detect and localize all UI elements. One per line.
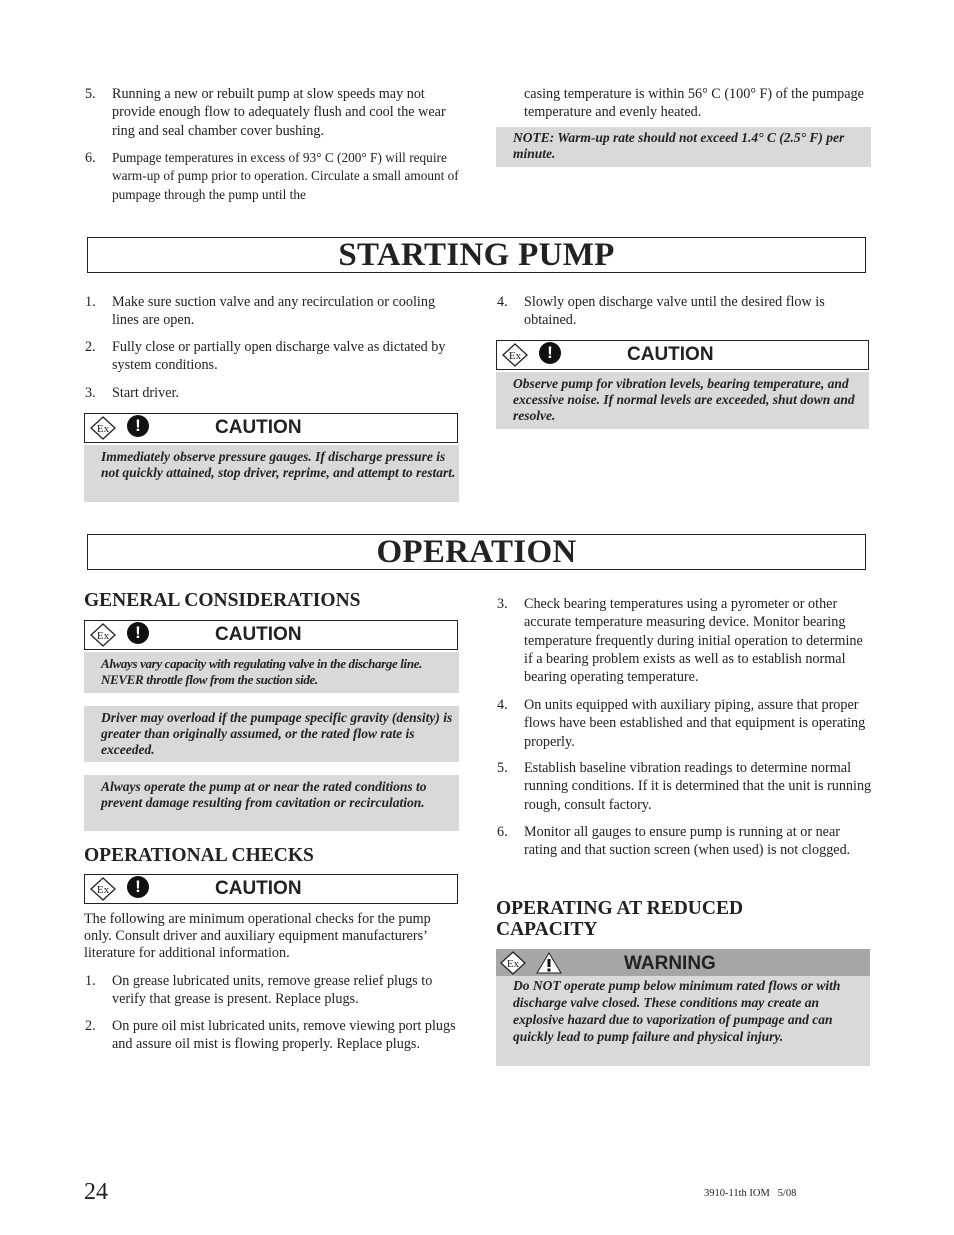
list-text: On units equipped with auxiliary piping, assure that proper flows have been established and that equipment is operating properly. — [524, 697, 866, 750]
list-text: Check bearing temperatures using a pyrometer or other accurate temperature measuring device. Monitor bearing temperature frequently during initial operation to determine if a bearing problem exists as well as to establish normal bearing operating temperature. — [524, 596, 863, 686]
note-box: NOTE: Warm-up rate should not exceed 1.4° C (2.5° F) per minute. — [496, 127, 871, 167]
list-text: Running a new or rebuilt pump at slow speeds may not provide enough flow to adequately flush and cool the wear ring and seal chamber cover bushing. — [112, 86, 446, 139]
list-number: 6. — [497, 824, 508, 840]
ex-hazard-icon — [90, 877, 116, 901]
caution-header — [84, 620, 458, 650]
caution-text: Always vary capacity with regulating valve in the discharge line. NEVER throttle flow from the suction side. — [84, 652, 459, 693]
subsection-heading: OPERATING AT REDUCED CAPACITY — [496, 898, 744, 940]
list-number: 5. — [497, 760, 508, 776]
caution-label: CAUTION — [215, 878, 302, 899]
caution-header — [84, 874, 458, 904]
caution-label: CAUTION — [627, 344, 714, 365]
caution-header — [496, 340, 869, 370]
ex-hazard-icon — [90, 416, 116, 440]
caution-text: Immediately observe pressure gauges. If discharge pressure is not quickly attained, stop driver, reprime, and attempt to restart. — [84, 445, 459, 502]
list-number: 3. — [497, 596, 508, 612]
ex-hazard-icon — [502, 343, 528, 367]
warning-text: Do NOT operate pump below minimum rated flows or with discharge valve closed. These conditions may create an explosive hazard due to vaporization of pumpage and can quickly lead to pump failure and physical injury. — [513, 978, 841, 1044]
caution-text: Observe pump for vibration levels, bearing temperature, and excessive noise. If normal levels are exceeded, shut down and resolve. — [496, 372, 869, 429]
list-text-continued: casing temperature is within 56° C (100° F) of the pumpage temperature and evenly heated. — [524, 86, 864, 121]
document-reference: 3910-11th IOM 5/08 — [704, 1188, 797, 1199]
list-text: Monitor all gauges to ensure pump is running at or near rating and that suction screen (when used) is not clogged. — [524, 824, 851, 859]
list-number: 5. — [85, 86, 96, 102]
exclamation-icon: ! — [127, 876, 149, 898]
list-text: Establish baseline vibration readings to determine normal running conditions. If it is determined that the unit is running rough, consult factory. — [524, 760, 872, 813]
svg-text:Ex: Ex — [96, 423, 110, 435]
exclamation-icon: ! — [539, 342, 561, 364]
caution-header — [84, 413, 458, 443]
intro-paragraph: The following are minimum operational checks for the pump only. Consult driver and auxiliary equipment manufacturers’ literature for additional information. — [84, 911, 431, 961]
caution-text: Driver may overload if the pumpage specific gravity (density) is greater than originally assumed, or the rated flow rate is exceeded. — [84, 706, 459, 762]
list-number: 1. — [85, 973, 96, 989]
list-text: On pure oil mist lubricated units, remove viewing port plugs and assure oil mist is flowing properly. Replace plugs. — [112, 1018, 456, 1053]
list-number: 4. — [497, 294, 508, 310]
list-text: Make sure suction valve and any recirculation or cooling lines are open. — [112, 294, 436, 329]
warning-header — [496, 949, 870, 976]
section-title: STARTING PUMP — [87, 237, 866, 273]
list-number: 2. — [85, 339, 96, 355]
list-number: 1. — [85, 294, 96, 310]
list-number: 4. — [497, 697, 508, 713]
exclamation-icon: ! — [127, 415, 149, 437]
caution-text: Always operate the pump at or near the rated conditions to prevent damage resulting from cavitation or recirculation. — [84, 775, 459, 831]
svg-text:Ex: Ex — [508, 350, 522, 362]
list-text: Slowly open discharge valve until the desired flow is obtained. — [524, 294, 825, 329]
list-number: 6. — [85, 150, 96, 166]
svg-text:Ex: Ex — [506, 958, 520, 970]
subsection-heading: OPERATIONAL CHECKS — [84, 845, 314, 866]
list-text: Start driver. — [112, 385, 179, 401]
caution-label: CAUTION — [215, 624, 302, 645]
svg-text:Ex: Ex — [96, 884, 110, 896]
ex-hazard-icon — [500, 951, 526, 975]
list-number: 3. — [85, 385, 96, 401]
list-text: Pumpage temperatures in excess of 93° C (200° F) will require warm-up of pump prior to operation. Circulate a small amount of pumpage through the pump until the — [112, 150, 459, 202]
warning-label: WARNING — [624, 953, 716, 974]
warning-box — [496, 949, 870, 1066]
list-number: 2. — [85, 1018, 96, 1034]
list-text: Fully close or partially open discharge valve as dictated by system conditions. — [112, 339, 446, 374]
section-title: OPERATION — [87, 534, 866, 570]
ex-hazard-icon — [90, 623, 116, 647]
warning-triangle-icon — [536, 952, 562, 974]
exclamation-icon: ! — [127, 622, 149, 644]
page-number: 24 — [84, 1179, 108, 1205]
caution-label: CAUTION — [215, 417, 302, 438]
svg-text:Ex: Ex — [96, 630, 110, 642]
subsection-heading: GENERAL CONSIDERATIONS — [84, 590, 361, 611]
list-text: On grease lubricated units, remove grease relief plugs to verify that grease is present. Replace plugs. — [112, 973, 433, 1008]
